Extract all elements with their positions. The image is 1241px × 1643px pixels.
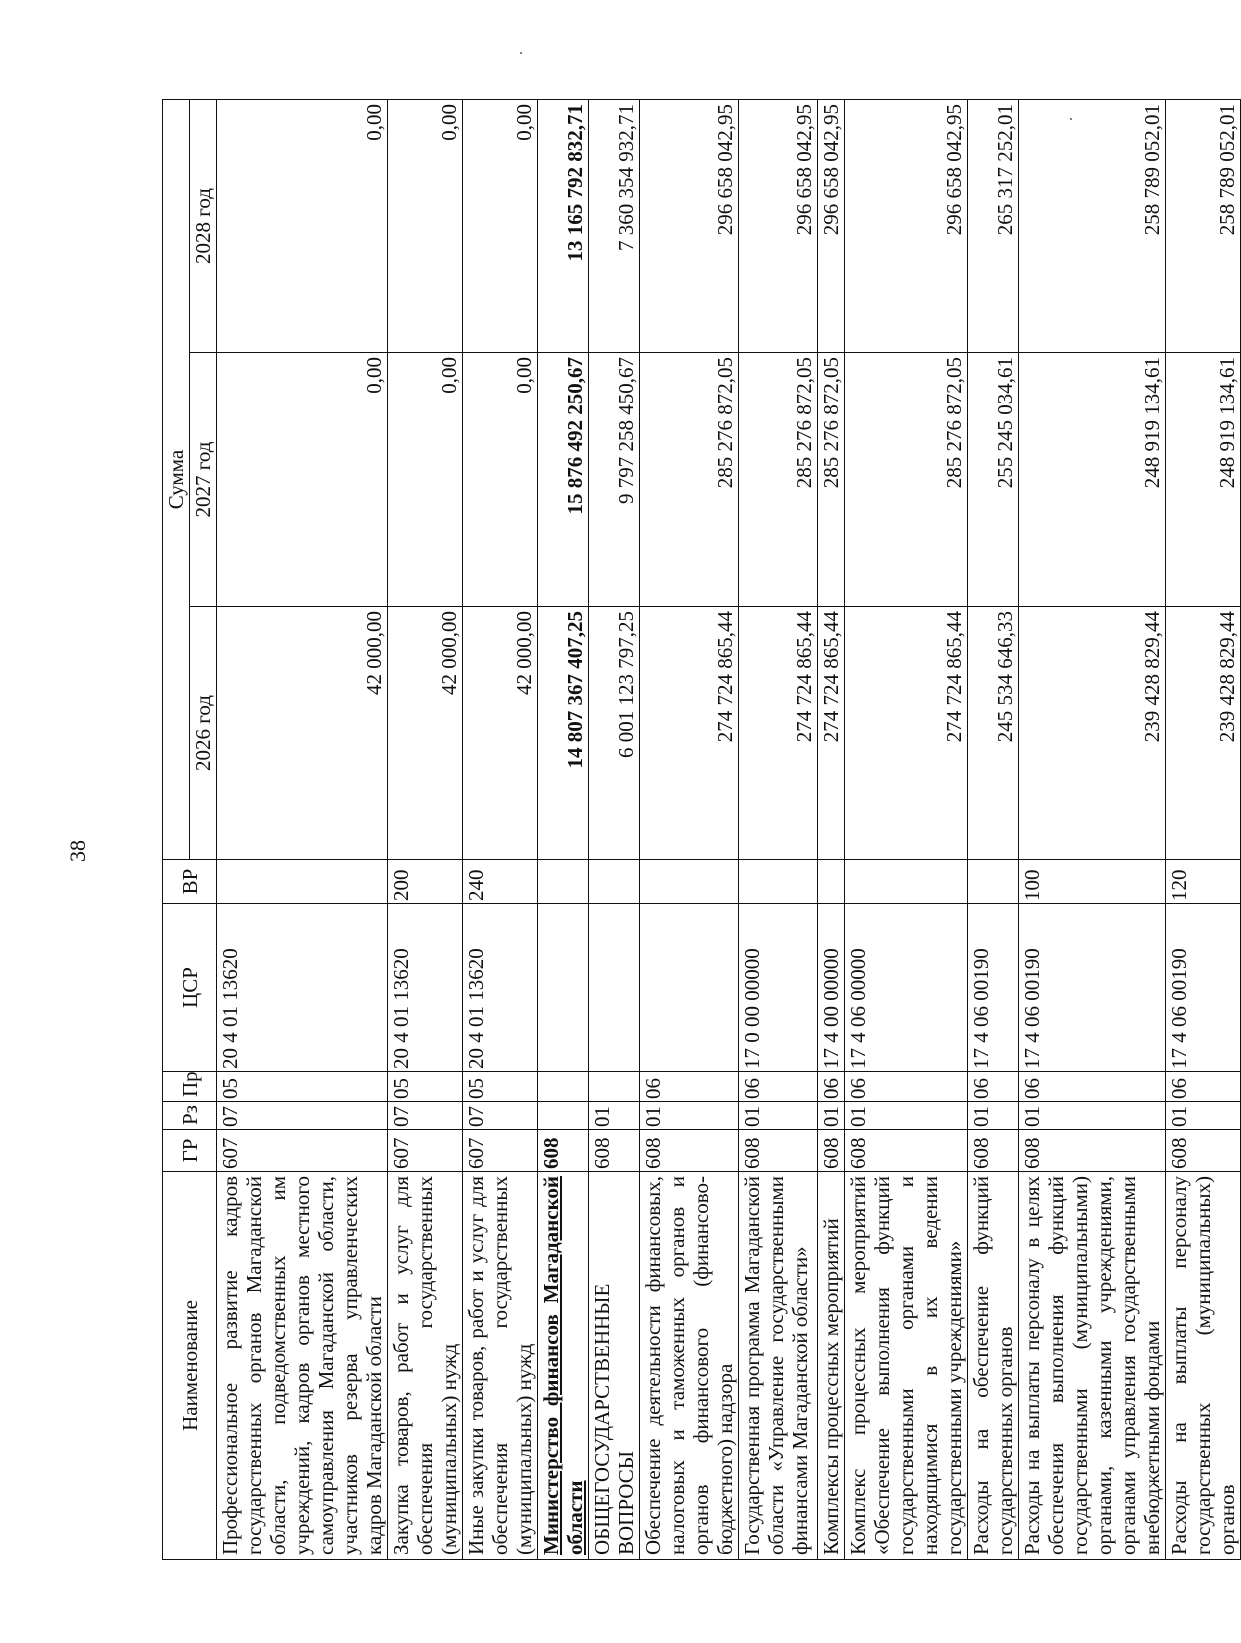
row-sum-2026: 6 001 123 797,25 xyxy=(589,607,640,860)
table-row xyxy=(640,99,739,1559)
table-row xyxy=(845,99,968,1559)
row-sum-2027: 0,00 xyxy=(388,353,463,607)
row-sum-2026: 42 000,00 xyxy=(388,607,463,860)
table-row xyxy=(1166,99,1241,1559)
row-vr: 240 xyxy=(463,860,538,904)
row-vr: 100 xyxy=(1019,860,1166,904)
row-gr: 608 xyxy=(538,1130,589,1172)
header-year-2027: 2027 год xyxy=(190,353,217,607)
row-name: Обеспечение деятельности финансовых, налоговых и таможенных органов и органов финансового (финансово-бюджетного) надзора xyxy=(640,1172,739,1560)
table-row xyxy=(538,99,589,1559)
row-sum-2028: 0,00 xyxy=(388,99,463,352)
budget-table xyxy=(162,99,1241,1560)
row-sum-2026: 245 534 646,33 xyxy=(968,607,1019,860)
row-vr xyxy=(217,860,388,904)
table-row xyxy=(589,99,640,1559)
row-name: Профессиональное развитие кадров государственных органов Магаданской области, подведомственных им учреждений, кадров органов местного самоуправления Магаданской области, участников резерва управленческих кадров Магаданской области xyxy=(217,1172,388,1560)
header-year-2028: 2028 год xyxy=(190,99,217,352)
row-sum-2027: 0,00 xyxy=(463,353,538,607)
row-sum-2028: 258 789 052,01 xyxy=(1019,99,1166,352)
row-pr: 06 xyxy=(1166,1072,1241,1102)
row-sum-2026: 274 724 865,44 xyxy=(818,607,845,860)
row-name: Комплексы процессных мероприятий xyxy=(818,1172,845,1560)
row-csr: 17 4 06 00000 xyxy=(845,904,968,1072)
row-pr xyxy=(538,1072,589,1102)
row-vr: 120 xyxy=(1166,860,1241,904)
rotated-page xyxy=(162,100,1239,1560)
row-sum-2026: 274 724 865,44 xyxy=(739,607,818,860)
row-sum-2028: 258 789 052,01 xyxy=(1166,99,1241,352)
row-pr xyxy=(589,1072,640,1102)
row-pr: 05 xyxy=(388,1072,463,1102)
row-pr: 05 xyxy=(463,1072,538,1102)
row-vr xyxy=(538,860,589,904)
row-rz: 07 xyxy=(463,1102,538,1130)
table-row xyxy=(388,99,463,1559)
row-rz: 01 xyxy=(845,1102,968,1130)
header-vr: ВР xyxy=(163,860,217,904)
row-sum-2027: 248 919 134,61 xyxy=(1019,353,1166,607)
row-csr: 20 4 01 13620 xyxy=(463,904,538,1072)
row-vr xyxy=(739,860,818,904)
header-sum: Сумма xyxy=(163,99,190,859)
row-name: Расходы на выплаты персоналу в целях обеспечения выполнения функций государственными (муниципальными) органами, казенными учреждениями, органами управления государственными внебюджетными фондами xyxy=(1019,1172,1166,1560)
row-sum-2028: 296 658 042,95 xyxy=(739,99,818,352)
row-gr: 607 xyxy=(388,1130,463,1172)
row-csr: 20 4 01 13620 xyxy=(217,904,388,1072)
row-rz: 01 xyxy=(968,1102,1019,1130)
row-rz xyxy=(538,1102,589,1130)
row-sum-2028: 0,00 xyxy=(463,99,538,352)
row-name: Расходы на выплаты персоналу государственных (муниципальных) органов xyxy=(1166,1172,1241,1560)
row-sum-2026: 42 000,00 xyxy=(217,607,388,860)
row-rz: 07 xyxy=(388,1102,463,1130)
row-sum-2028: 296 658 042,95 xyxy=(845,99,968,352)
table-row xyxy=(739,99,818,1559)
row-sum-2028: 0,00 xyxy=(217,99,388,352)
row-pr: 05 xyxy=(217,1072,388,1102)
row-name: Иные закупки товаров, работ и услуг для обеспечения государственных (муниципальных) нужд xyxy=(463,1172,538,1560)
row-sum-2027: 15 876 492 250,67 xyxy=(538,353,589,607)
row-gr: 607 xyxy=(217,1130,388,1172)
row-sum-2027: 285 276 872,05 xyxy=(818,353,845,607)
header-rz: Рз xyxy=(163,1102,217,1130)
header-name: Наименование xyxy=(163,1172,217,1560)
row-name: ОБЩЕГОСУДАРСТВЕННЫЕ ВОПРОСЫ xyxy=(589,1172,640,1560)
row-csr xyxy=(640,904,739,1072)
row-gr: 608 xyxy=(1166,1130,1241,1172)
row-gr: 608 xyxy=(739,1130,818,1172)
row-rz: 01 xyxy=(818,1102,845,1130)
row-vr xyxy=(968,860,1019,904)
row-sum-2026: 274 724 865,44 xyxy=(845,607,968,860)
row-csr: 20 4 01 13620 xyxy=(388,904,463,1072)
row-rz: 01 xyxy=(739,1102,818,1130)
row-sum-2027: 248 919 134,61 xyxy=(1166,353,1241,607)
row-name: Закупка товаров, работ и услуг для обеспечения государственных (муниципальных) нужд xyxy=(388,1172,463,1560)
row-sum-2026: 14 807 367 407,25 xyxy=(538,607,589,860)
row-gr: 608 xyxy=(640,1130,739,1172)
row-pr: 06 xyxy=(818,1072,845,1102)
row-gr: 608 xyxy=(1019,1130,1166,1172)
scan-speck xyxy=(520,52,522,54)
row-gr: 607 xyxy=(463,1130,538,1172)
table-row xyxy=(818,99,845,1559)
row-vr: 200 xyxy=(388,860,463,904)
row-sum-2026: 274 724 865,44 xyxy=(640,607,739,860)
row-gr: 608 xyxy=(589,1130,640,1172)
row-pr: 06 xyxy=(1019,1072,1166,1102)
row-sum-2028: 7 360 354 932,71 xyxy=(589,99,640,352)
row-gr: 608 xyxy=(968,1130,1019,1172)
row-sum-2027: 285 276 872,05 xyxy=(739,353,818,607)
row-rz: 01 xyxy=(1019,1102,1166,1130)
row-csr: 17 4 00 00000 xyxy=(818,904,845,1072)
row-sum-2027: 285 276 872,05 xyxy=(845,353,968,607)
row-name: Расходы на обеспечение функций государственных органов xyxy=(968,1172,1019,1560)
row-csr: 17 4 06 00190 xyxy=(968,904,1019,1072)
table-row xyxy=(217,99,388,1559)
row-pr: 06 xyxy=(640,1072,739,1102)
row-vr xyxy=(818,860,845,904)
row-sum-2027: 255 245 034,61 xyxy=(968,353,1019,607)
row-pr: 06 xyxy=(968,1072,1019,1102)
row-csr: 17 4 06 00190 xyxy=(1166,904,1241,1072)
header-pr: Пр xyxy=(163,1072,217,1102)
row-sum-2027: 285 276 872,05 xyxy=(640,353,739,607)
header-year-2026: 2026 год xyxy=(190,607,217,860)
row-csr xyxy=(538,904,589,1072)
row-vr xyxy=(845,860,968,904)
row-sum-2028: 296 658 042,95 xyxy=(818,99,845,352)
row-sum-2028: 296 658 042,95 xyxy=(640,99,739,352)
row-vr xyxy=(589,860,640,904)
header-gr: ГР xyxy=(163,1130,217,1172)
row-csr: 17 0 00 00000 xyxy=(739,904,818,1072)
row-sum-2028: 13 165 792 832,71 xyxy=(538,99,589,352)
row-gr: 608 xyxy=(818,1130,845,1172)
row-sum-2026: 42 000,00 xyxy=(463,607,538,860)
header-csr: ЦСР xyxy=(163,904,217,1072)
row-name: Комплекс процессных мероприятий «Обеспечение выполнения функций государственными органами и находящимися в их ведении государственными учреждениями» xyxy=(845,1172,968,1560)
row-gr: 608 xyxy=(845,1130,968,1172)
row-csr: 17 4 06 00190 xyxy=(1019,904,1166,1072)
row-pr: 06 xyxy=(845,1072,968,1102)
table-row xyxy=(968,99,1019,1559)
page-number: 38 xyxy=(65,840,90,862)
row-sum-2026: 239 428 829,44 xyxy=(1019,607,1166,860)
row-name: Государственная программа Магаданской области «Управление государственными финансами Магаданской области» xyxy=(739,1172,818,1560)
row-sum-2027: 9 797 258 450,67 xyxy=(589,353,640,607)
row-csr xyxy=(589,904,640,1072)
table-row xyxy=(463,99,538,1559)
row-pr: 06 xyxy=(739,1072,818,1102)
row-sum-2028: 265 317 252,01 xyxy=(968,99,1019,352)
row-rz: 07 xyxy=(217,1102,388,1130)
table-row xyxy=(1019,99,1166,1559)
row-vr xyxy=(640,860,739,904)
row-name: Министерство финансов Магаданской области xyxy=(538,1172,589,1560)
row-sum-2027: 0,00 xyxy=(217,353,388,607)
row-rz: 01 xyxy=(640,1102,739,1130)
row-sum-2026: 239 428 829,44 xyxy=(1166,607,1241,860)
row-rz: 01 xyxy=(1166,1102,1241,1130)
row-rz: 01 xyxy=(589,1102,640,1130)
